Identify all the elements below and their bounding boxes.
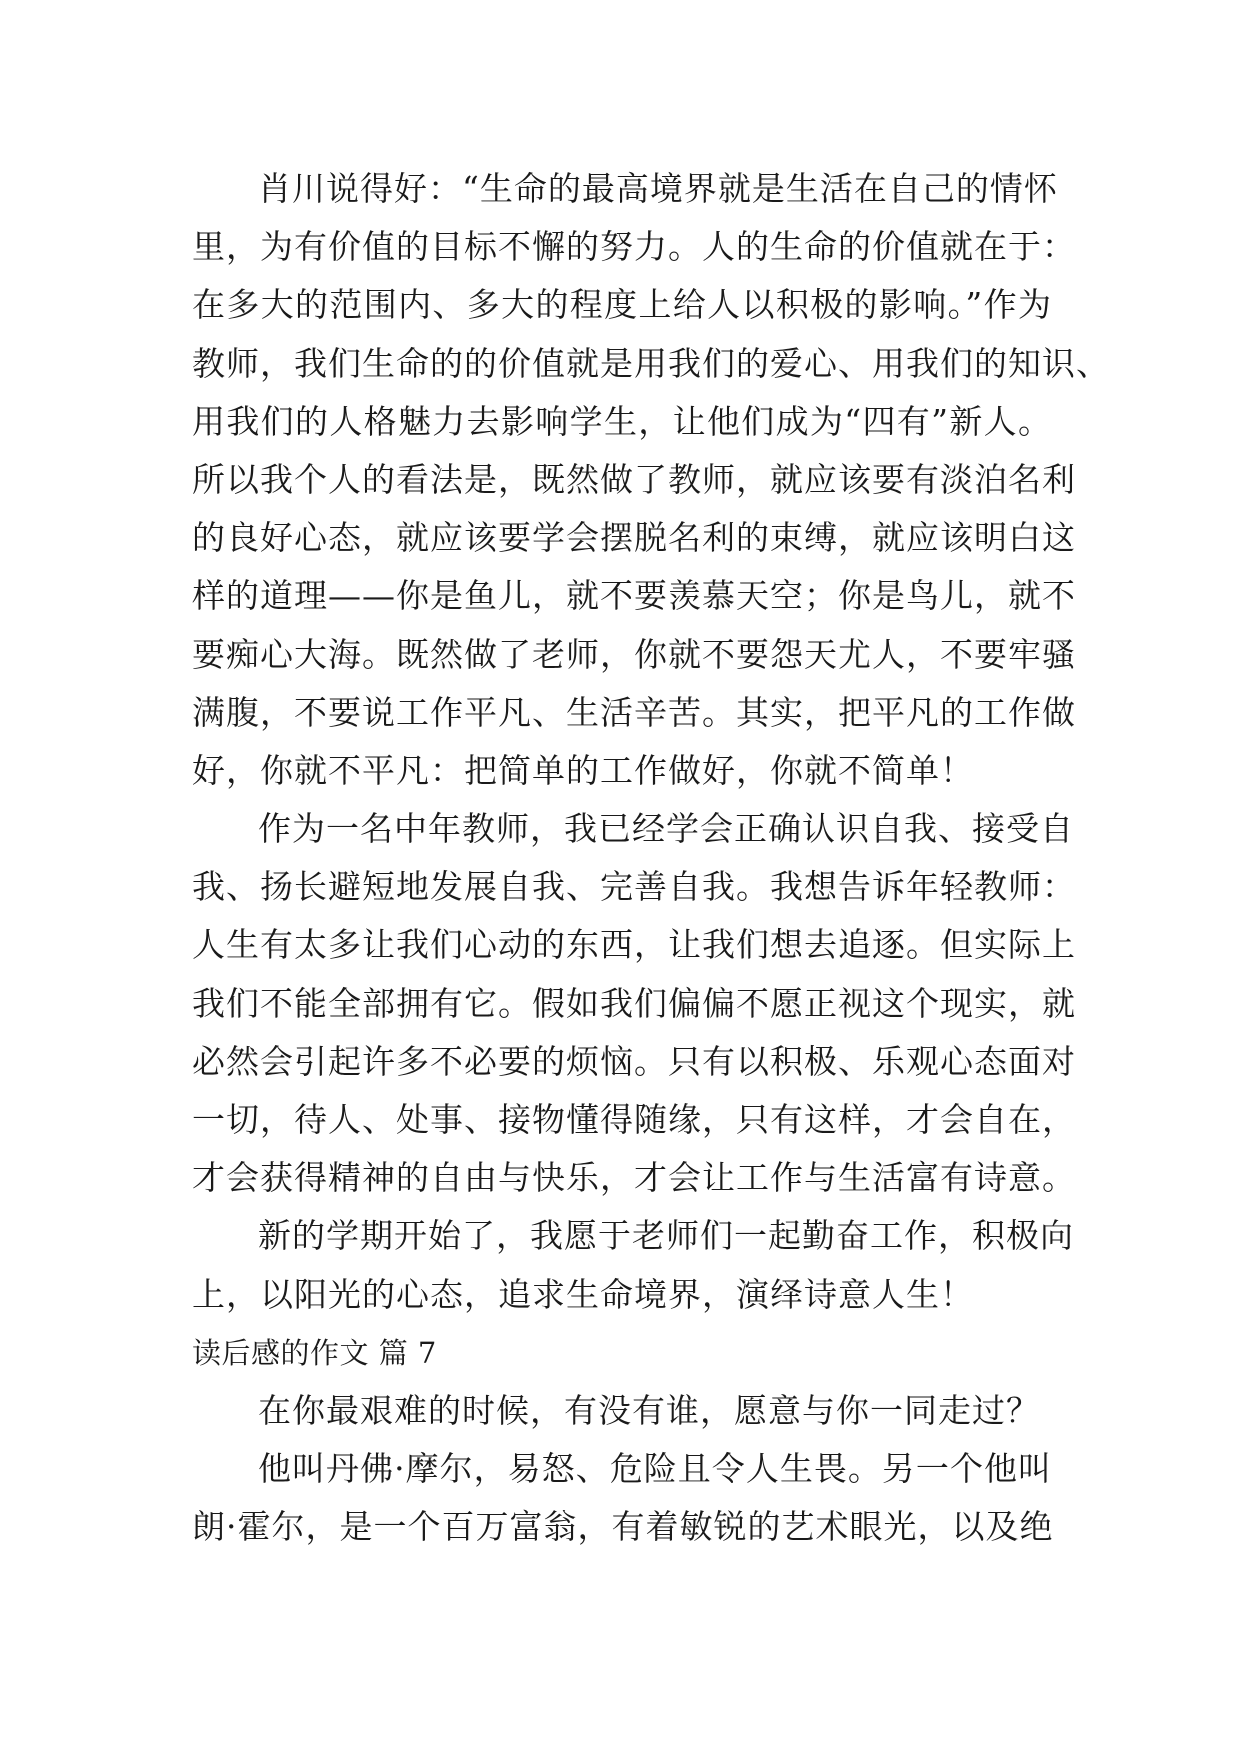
text-line: 好，你就不平凡：把简单的工作做好，你就不简单！ — [192, 750, 974, 790]
text-line: 里，为有价值的目标不懈的努力。人的生命的价值就在于： — [192, 227, 1076, 267]
text-line: 上，以阳光的心态，追求生命境界，演绎诗意人生！ — [192, 1274, 974, 1314]
text-line: 满腹，不要说工作平凡、生活辛苦。其实，把平凡的工作做 — [192, 692, 1076, 732]
text-line: 我们不能全部拥有它。假如我们偏偏不愿正视这个现实，就 — [192, 983, 1076, 1023]
section-heading: 读后感的作文 篇 7 — [192, 1335, 437, 1370]
text-line: 在多大的范围内、多大的程度上给人以积极的影响。”作为 — [192, 285, 1052, 325]
text-line: 所以我个人的看法是，既然做了教师，就应该要有淡泊名利 — [192, 459, 1076, 499]
document-body — [192, 160, 1110, 1557]
text-line: 肖川说得好：“生命的最高境界就是生活在自己的情怀 — [258, 169, 1058, 208]
text-line: 一切，待人、处事、接物懂得随缘，只有这样，才会自在， — [192, 1100, 1076, 1139]
text-line: 用我们的人格魅力去影响学生，让他们成为“四有”新人。 — [192, 401, 1052, 441]
text-line: 在你最艰难的时候，有没有谁，愿意与你一同走过？ — [258, 1390, 1040, 1430]
text-line: 新的学期开始了，我愿于老师们一起勤奋工作，积极向 — [258, 1216, 1074, 1256]
text-line: 样的道理——你是鱼儿，就不要羡慕天空；你是鸟儿，就不 — [192, 576, 1076, 616]
text-line: 我、扬长避短地发展自我、完善自我。我想告诉年轻教师： — [192, 867, 1076, 907]
text-line: 要痴心大海。既然做了老师，你就不要怨天尤人，不要牢骚 — [192, 634, 1076, 674]
text-line: 必然会引起许多不必要的烦恼。只有以积极、乐观心态面对 — [192, 1041, 1076, 1081]
text-line: 朗·霍尔，是一个百万富翁，有着敏锐的艺术眼光，以及绝 — [192, 1507, 1054, 1547]
text-line: 才会获得精神的自由与快乐，才会让工作与生活富有诗意。 — [192, 1158, 1076, 1198]
text-line: 他叫丹佛·摩尔，易怒、危险且令人生畏。另一个他叫 — [258, 1449, 1052, 1489]
text-line: 人生有太多让我们心动的东西，让我们想去追逐。但实际上 — [192, 925, 1076, 965]
text-line: 作为一名中年教师，我已经学会正确认识自我、接受自 — [258, 809, 1074, 849]
text-line: 的良好心态，就应该要学会摆脱名利的束缚，就应该明白这 — [192, 518, 1076, 558]
text-line: 教师，我们生命的的价值就是用我们的爱心、用我们的知识、 — [192, 343, 1110, 383]
